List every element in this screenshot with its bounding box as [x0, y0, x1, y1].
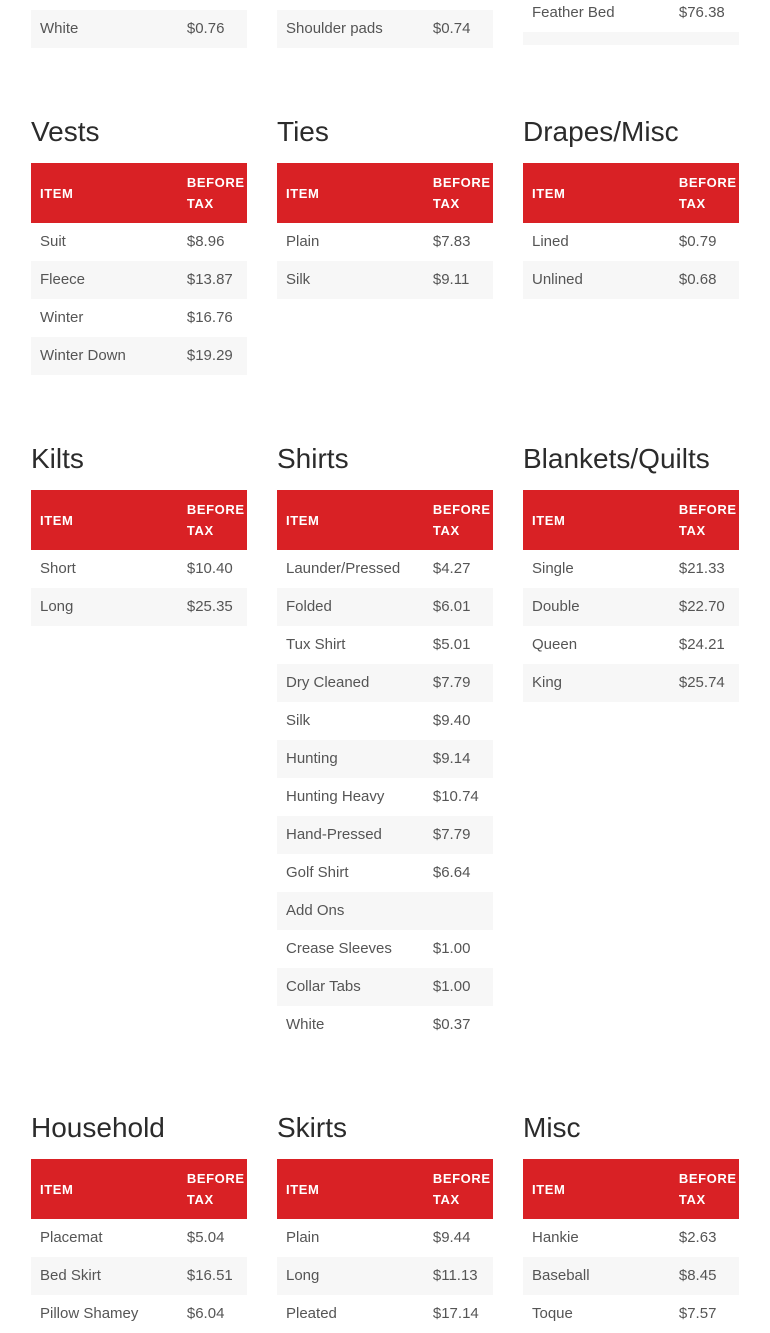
price-section	[277, 1109, 493, 1333]
table-row	[31, 261, 247, 299]
price-cell: $5.04	[186, 1229, 225, 1246]
price-cell: $0.68	[678, 271, 717, 288]
table-head	[277, 1159, 493, 1219]
section-title: Blankets/Quilts	[523, 443, 710, 474]
price-cell: $5.01	[432, 636, 471, 653]
price-table	[31, 163, 247, 375]
price-section	[523, 1109, 739, 1333]
table-row	[277, 626, 493, 664]
item-cell: Baseball	[532, 1267, 590, 1284]
item-column-header: ITEM	[277, 1159, 424, 1219]
price-cell: $1.00	[432, 940, 471, 957]
item-cell	[277, 0, 424, 10]
price-cell: $1.00	[432, 978, 471, 995]
table-row	[277, 968, 493, 1006]
item-cell: Golf Shirt	[286, 864, 349, 881]
price-column-header: BEFORE TAX	[670, 163, 739, 223]
table-header-row	[523, 1159, 739, 1219]
price-cell: $6.04	[186, 1305, 225, 1322]
price-cell	[424, 0, 493, 10]
price-cell: $7.79	[432, 826, 471, 843]
table-body	[31, 550, 247, 626]
item-cell: Add Ons	[286, 902, 345, 919]
price-cell: $11.13	[432, 1267, 478, 1284]
price-cell: $19.29	[186, 347, 233, 364]
table-row	[523, 664, 739, 702]
price-section	[277, 440, 493, 1044]
price-cell: $76.38	[678, 4, 725, 21]
table-row	[277, 588, 493, 626]
item-cell: Single	[532, 560, 574, 577]
table-row	[31, 337, 247, 375]
price-table	[277, 1159, 493, 1333]
item-column-header: ITEM	[31, 163, 178, 223]
table-row	[277, 816, 493, 854]
section-title: Household	[31, 1112, 165, 1143]
table-body	[523, 0, 739, 32]
price-cell: $0.37	[432, 1016, 471, 1033]
price-table	[523, 0, 739, 32]
item-cell: Hunting	[286, 750, 338, 767]
table-head	[523, 163, 739, 223]
table-row	[31, 10, 247, 48]
item-column-header: ITEM	[31, 490, 178, 550]
table-head	[277, 490, 493, 550]
price-column-header: BEFORE TAX	[670, 490, 739, 550]
price-cell	[178, 0, 247, 10]
price-section	[523, 440, 739, 702]
section-title: Misc	[523, 1112, 581, 1143]
price-column-header: BEFORE TAX	[424, 1159, 493, 1219]
price-tables-grid	[31, 0, 739, 1333]
section-title: Drapes/Misc	[523, 116, 679, 147]
price-cell: $10.40	[186, 560, 233, 577]
price-table	[277, 0, 493, 48]
table-body	[31, 0, 247, 48]
price-cell: $7.57	[678, 1305, 717, 1322]
table-body	[277, 223, 493, 299]
section-title: Kilts	[31, 443, 84, 474]
table-header-row	[31, 490, 247, 550]
price-cell: $13.87	[186, 271, 233, 288]
price-cell: $9.40	[432, 712, 471, 729]
table-head	[31, 1159, 247, 1219]
section-title: Ties	[277, 116, 329, 147]
table-row	[523, 626, 739, 664]
table-row	[31, 223, 247, 261]
price-cell: $16.76	[186, 309, 233, 326]
table-row	[277, 223, 493, 261]
table-body	[277, 0, 493, 48]
price-cell: $0.74	[432, 20, 471, 37]
price-cell: $25.74	[678, 674, 725, 691]
table-row	[31, 1257, 247, 1295]
price-cell: $4.27	[432, 560, 471, 577]
price-cell: $2.63	[678, 1229, 717, 1246]
table-row	[277, 261, 493, 299]
table-header-row	[31, 163, 247, 223]
table-row	[277, 550, 493, 588]
price-section	[31, 1109, 247, 1333]
price-cell: $9.11	[432, 271, 470, 288]
price-column-header: BEFORE TAX	[424, 490, 493, 550]
price-column-header: BEFORE TAX	[670, 1159, 739, 1219]
table-head	[31, 163, 247, 223]
table-row	[523, 550, 739, 588]
table-body	[31, 223, 247, 375]
price-table	[523, 490, 739, 702]
price-cell: $9.44	[432, 1229, 471, 1246]
item-cell: Double	[532, 598, 580, 615]
price-table	[31, 490, 247, 626]
item-cell: Crease Sleeves	[286, 940, 392, 957]
table-body	[277, 550, 493, 1044]
table-row	[31, 1219, 247, 1257]
table-row	[523, 1257, 739, 1295]
item-cell: White	[40, 20, 79, 37]
price-cell	[424, 892, 493, 930]
table-row	[277, 1257, 493, 1295]
item-cell: Hand-Pressed	[286, 826, 382, 843]
table-row	[277, 740, 493, 778]
price-column-header: BEFORE TAX	[178, 1159, 247, 1219]
price-section	[277, 113, 493, 299]
table-body	[277, 1219, 493, 1333]
item-cell: Toque	[532, 1305, 573, 1322]
item-column-header: ITEM	[277, 163, 424, 223]
table-header-row	[523, 163, 739, 223]
item-cell: Long	[286, 1267, 320, 1284]
item-cell: Short	[40, 560, 76, 577]
table-header-row	[277, 163, 493, 223]
price-cell: $16.51	[186, 1267, 233, 1284]
table-row	[277, 778, 493, 816]
table-body	[31, 1219, 247, 1333]
price-column-header: BEFORE TAX	[424, 163, 493, 223]
item-cell: Suit	[40, 233, 66, 250]
table-row	[277, 1006, 493, 1044]
price-section	[31, 113, 247, 375]
price-column-header: BEFORE TAX	[178, 163, 247, 223]
table-row	[277, 702, 493, 740]
price-cell: $0.76	[186, 20, 225, 37]
price-column-header: BEFORE TAX	[178, 490, 247, 550]
table-row	[523, 588, 739, 626]
table-header-row	[277, 490, 493, 550]
price-table	[31, 0, 247, 48]
item-cell: Silk	[286, 712, 311, 729]
price-cell: $7.79	[432, 674, 471, 691]
item-cell: Unlined	[532, 271, 583, 288]
table-row	[523, 223, 739, 261]
price-cell: $9.14	[432, 750, 471, 767]
item-cell: Pleated	[286, 1305, 337, 1322]
item-cell: Pillow Shamey	[40, 1305, 139, 1322]
section-title: Vests	[31, 116, 100, 147]
price-cell: $6.64	[432, 864, 471, 881]
cut-row-remnant	[277, 0, 493, 10]
item-cell: Silk	[286, 271, 311, 288]
item-column-header: ITEM	[523, 163, 670, 223]
price-cell: $25.35	[186, 598, 233, 615]
clipped-price-table	[277, 0, 493, 48]
price-section	[31, 440, 247, 626]
price-section	[523, 113, 739, 299]
item-column-header: ITEM	[277, 490, 424, 550]
cut-row-remnant	[31, 0, 247, 10]
item-cell	[31, 0, 178, 10]
item-cell: Winter Down	[40, 347, 126, 364]
table-head	[31, 490, 247, 550]
price-table	[277, 163, 493, 299]
price-table	[523, 1159, 739, 1333]
item-cell: Bed Skirt	[40, 1267, 101, 1284]
item-column-header: ITEM	[523, 1159, 670, 1219]
item-cell: Folded	[286, 598, 332, 615]
table-header-row	[523, 490, 739, 550]
table-row	[277, 664, 493, 702]
section-title: Skirts	[277, 1112, 347, 1143]
table-header-row	[31, 1159, 247, 1219]
item-cell: King	[532, 674, 563, 691]
price-cell: $21.33	[678, 560, 725, 577]
item-column-header: ITEM	[523, 490, 670, 550]
item-cell: Hunting Heavy	[286, 788, 385, 805]
item-cell: Hankie	[532, 1229, 579, 1246]
clipped-table-inner	[523, 0, 739, 45]
table-row	[523, 1219, 739, 1257]
item-cell: Feather Bed	[532, 4, 615, 21]
table-row	[277, 1295, 493, 1333]
price-cell: $7.83	[432, 233, 471, 250]
table-row	[277, 1219, 493, 1257]
item-cell: Long	[40, 598, 74, 615]
item-cell: Lined	[532, 233, 569, 250]
price-cell: $10.74	[432, 788, 479, 805]
item-cell: Fleece	[40, 271, 86, 288]
item-cell: Tux Shirt	[286, 636, 346, 653]
item-cell: Winter	[40, 309, 84, 326]
clipped-price-table	[31, 0, 247, 48]
table-head	[523, 1159, 739, 1219]
item-column-header: ITEM	[31, 1159, 178, 1219]
item-cell: Shoulder pads	[286, 20, 383, 37]
table-row	[31, 299, 247, 337]
item-cell: Plain	[286, 233, 320, 250]
item-cell: Plain	[286, 1229, 320, 1246]
clipped-table-inner	[31, 0, 247, 48]
price-cell: $22.70	[678, 598, 725, 615]
table-row	[277, 10, 493, 48]
table-body	[523, 223, 739, 299]
table-row	[523, 0, 739, 32]
table-row	[277, 854, 493, 892]
price-table	[277, 490, 493, 1044]
table-row	[31, 1295, 247, 1333]
clipped-table-inner	[277, 0, 493, 48]
price-table	[31, 1159, 247, 1333]
price-cell: $24.21	[678, 636, 725, 653]
item-cell: Launder/Pressed	[286, 560, 401, 577]
table-head	[523, 490, 739, 550]
item-cell: Placemat	[40, 1229, 103, 1246]
price-cell: $6.01	[432, 598, 471, 615]
table-body	[523, 1219, 739, 1333]
price-table	[523, 163, 739, 299]
table-row	[523, 1295, 739, 1333]
table-head	[277, 163, 493, 223]
table-row	[277, 930, 493, 968]
table-row	[31, 550, 247, 588]
item-cell: White	[286, 1016, 325, 1033]
table-row	[31, 588, 247, 626]
item-cell: Queen	[532, 636, 578, 653]
item-cell: Collar Tabs	[286, 978, 361, 995]
price-cell: $8.96	[186, 233, 225, 250]
section-title: Shirts	[277, 443, 349, 474]
clipped-price-table	[523, 0, 739, 45]
table-row	[523, 261, 739, 299]
price-cell: $17.14	[432, 1305, 479, 1322]
table-header-row	[277, 1159, 493, 1219]
price-cell: $8.45	[678, 1267, 717, 1284]
table-row	[277, 892, 493, 930]
table-bottom-strip	[523, 32, 739, 45]
table-body	[523, 550, 739, 702]
item-cell: Dry Cleaned	[286, 674, 370, 691]
price-cell: $0.79	[678, 233, 717, 250]
